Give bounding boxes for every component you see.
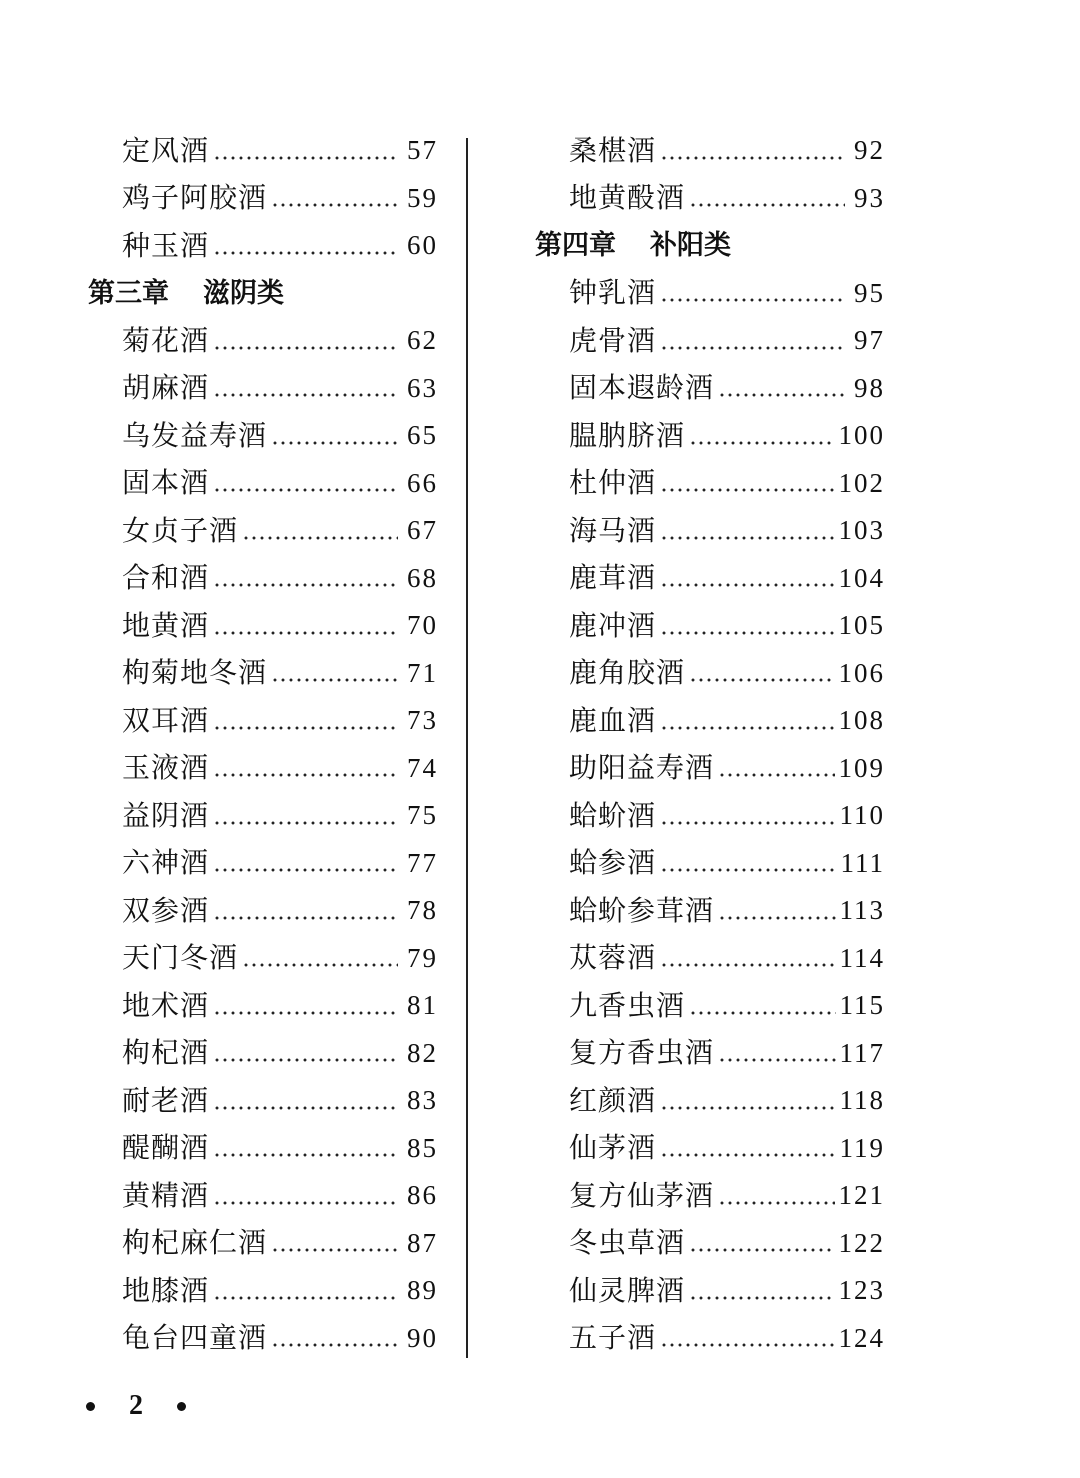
toc-entry	[88, 365, 438, 413]
entry-page-number: 102	[838, 467, 885, 498]
dot-leader	[213, 868, 398, 872]
entry-page-number: 63	[407, 372, 438, 403]
entry-page-number: 81	[407, 990, 438, 1021]
entry-title: 鸡子阿胶酒	[122, 181, 268, 215]
entry-title: 助阳益寿酒	[569, 751, 715, 785]
entry-title: 醍醐酒	[122, 1131, 210, 1165]
bullet-left-icon	[86, 1402, 95, 1411]
entry-page-number: 73	[407, 705, 438, 736]
toc-entry	[535, 602, 885, 650]
entry-page-number: 121	[838, 1180, 885, 1211]
dot-leader	[213, 773, 398, 777]
dot-leader	[660, 536, 834, 540]
entry-title: 五子酒	[569, 1321, 657, 1355]
entry-title: 鹿冲酒	[569, 608, 657, 642]
entry-title: 种玉酒	[122, 228, 210, 262]
entry-page-number: 74	[407, 752, 438, 783]
page-number: 2	[129, 1390, 143, 1421]
entry-page-number: 71	[407, 657, 438, 688]
toc-entry	[535, 127, 885, 175]
entry-page-number: 85	[407, 1132, 438, 1163]
entry-page-number: 97	[854, 325, 885, 356]
dot-leader	[271, 678, 398, 682]
toc-entry	[88, 1315, 438, 1363]
entry-page-number: 57	[407, 135, 438, 166]
toc-entry	[88, 507, 438, 555]
entry-title: 鹿茸酒	[569, 561, 657, 595]
entry-page-number: 106	[838, 657, 885, 688]
toc-entry	[535, 460, 885, 508]
dot-leader	[660, 583, 834, 587]
toc-entry	[535, 270, 885, 318]
toc-entry	[535, 175, 885, 223]
entry-title: 女贞子酒	[122, 513, 239, 547]
entry-title: 六神酒	[122, 846, 210, 880]
entry-title: 蛤参酒	[569, 846, 657, 880]
entry-page-number: 89	[407, 1275, 438, 1306]
entry-page-number: 109	[838, 752, 885, 783]
dot-leader	[689, 1248, 834, 1252]
toc-entry	[535, 792, 885, 840]
toc-entry	[535, 1172, 885, 1220]
toc-entry	[88, 317, 438, 365]
entry-title: 双耳酒	[122, 703, 210, 737]
dot-leader	[689, 678, 834, 682]
toc-entry	[88, 697, 438, 745]
toc-entry	[535, 697, 885, 745]
entry-page-number: 104	[838, 562, 885, 593]
entry-page-number: 110	[839, 800, 885, 831]
entry-title: 枸菊地冬酒	[122, 656, 268, 690]
toc-entry	[535, 1315, 885, 1363]
entry-title: 玉液酒	[122, 751, 210, 785]
toc-entry	[88, 175, 438, 223]
entry-title: 仙茅酒	[569, 1131, 657, 1165]
entry-title: 黄精酒	[122, 1178, 210, 1212]
dot-leader	[660, 1106, 835, 1110]
entry-title: 双参酒	[122, 893, 210, 927]
dot-leader	[660, 346, 845, 350]
dot-leader	[242, 963, 398, 967]
entry-title: 钟乳酒	[569, 276, 657, 310]
entry-page-number: 113	[839, 895, 885, 926]
dot-leader	[718, 1058, 835, 1062]
entry-page-number: 117	[839, 1037, 885, 1068]
dot-leader	[213, 346, 398, 350]
entry-page-number: 86	[407, 1180, 438, 1211]
entry-page-number: 111	[840, 847, 885, 878]
entry-title: 龟台四童酒	[122, 1321, 268, 1355]
entry-page-number: 60	[407, 230, 438, 261]
entry-title: 地黄酘酒	[569, 181, 686, 215]
toc-entry	[535, 1030, 885, 1078]
toc-entry	[88, 1172, 438, 1220]
dot-leader	[213, 1296, 398, 1300]
entry-page-number: 108	[838, 705, 885, 736]
dot-leader	[689, 441, 834, 445]
toc-entry	[88, 650, 438, 698]
toc-entry	[88, 555, 438, 603]
bullet-right-icon	[177, 1402, 186, 1411]
dot-leader	[213, 631, 398, 635]
toc-left-column	[88, 127, 438, 1362]
dot-leader	[213, 916, 398, 920]
entry-page-number: 95	[854, 277, 885, 308]
entry-title: 地黄酒	[122, 608, 210, 642]
entry-title: 仙灵脾酒	[569, 1273, 686, 1307]
entry-page-number: 103	[838, 515, 885, 546]
entry-page-number: 98	[854, 372, 885, 403]
entry-page-number: 59	[407, 182, 438, 213]
toc-entry	[88, 602, 438, 650]
entry-title: 复方仙茅酒	[569, 1178, 715, 1212]
entry-title: 桑椹酒	[569, 133, 657, 167]
entry-title: 鹿角胶酒	[569, 656, 686, 690]
toc-entry	[88, 127, 438, 175]
entry-title: 鹿血酒	[569, 703, 657, 737]
entry-page-number: 119	[839, 1132, 885, 1163]
entry-title: 红颜酒	[569, 1083, 657, 1117]
dot-leader	[213, 1201, 398, 1205]
toc-entry	[88, 1030, 438, 1078]
entry-page-number: 65	[407, 420, 438, 451]
dot-leader	[660, 298, 845, 302]
entry-page-number: 79	[407, 942, 438, 973]
toc-entry	[88, 792, 438, 840]
entry-title: 虎骨酒	[569, 323, 657, 357]
dot-leader	[213, 583, 398, 587]
chapter-category: 补阳类	[650, 230, 731, 262]
toc-entry	[535, 1077, 885, 1125]
chapter-number: 第三章	[88, 277, 169, 309]
entry-title: 定风酒	[122, 133, 210, 167]
toc-entry	[535, 887, 885, 935]
dot-leader	[660, 726, 834, 730]
dot-leader	[689, 203, 845, 207]
entry-page-number: 92	[854, 135, 885, 166]
entry-title: 腽肭脐酒	[569, 418, 686, 452]
toc-entry	[88, 222, 438, 270]
toc-entry	[535, 650, 885, 698]
entry-page-number: 90	[407, 1322, 438, 1353]
chapter-heading	[88, 270, 438, 318]
toc-entry	[535, 365, 885, 413]
entry-title: 耐老酒	[122, 1083, 210, 1117]
dot-leader	[213, 1153, 398, 1157]
dot-leader	[271, 203, 398, 207]
dot-leader	[660, 868, 836, 872]
entry-title: 九香虫酒	[569, 988, 686, 1022]
dot-leader	[660, 488, 834, 492]
chapter-heading	[535, 222, 885, 270]
entry-title: 益阴酒	[122, 798, 210, 832]
toc-entry	[88, 412, 438, 460]
entry-title: 地膝酒	[122, 1273, 210, 1307]
toc-entry	[88, 1267, 438, 1315]
entry-title: 冬虫草酒	[569, 1226, 686, 1260]
entry-page-number: 123	[838, 1275, 885, 1306]
chapter-number: 第四章	[535, 230, 616, 262]
dot-leader	[271, 1343, 398, 1347]
entry-page-number: 87	[407, 1227, 438, 1258]
toc-entry	[88, 887, 438, 935]
toc-entry	[535, 1125, 885, 1173]
toc-entry	[535, 412, 885, 460]
page-footer	[86, 1390, 186, 1422]
entry-page-number: 122	[838, 1227, 885, 1258]
dot-leader	[213, 821, 398, 825]
entry-title: 固本酒	[122, 466, 210, 500]
toc-entry	[535, 935, 885, 983]
chapter-category: 滋阴类	[203, 277, 284, 309]
entry-title: 固本遐龄酒	[569, 371, 715, 405]
toc-entry	[535, 745, 885, 793]
toc-entry	[88, 1077, 438, 1125]
entry-title: 天门冬酒	[122, 941, 239, 975]
toc-entry	[88, 982, 438, 1030]
toc-entry	[535, 507, 885, 555]
entry-page-number: 82	[407, 1037, 438, 1068]
toc-entry	[535, 840, 885, 888]
dot-leader	[213, 156, 398, 160]
dot-leader	[660, 156, 845, 160]
dot-leader	[660, 1153, 835, 1157]
entry-page-number: 93	[854, 182, 885, 213]
entry-title: 合和酒	[122, 561, 210, 595]
toc-entry	[88, 840, 438, 888]
toc-entry	[535, 317, 885, 365]
dot-leader	[660, 963, 835, 967]
entry-page-number: 62	[407, 325, 438, 356]
entry-page-number: 66	[407, 467, 438, 498]
dot-leader	[718, 773, 834, 777]
dot-leader	[213, 393, 398, 397]
dot-leader	[718, 1201, 834, 1205]
entry-page-number: 114	[839, 942, 885, 973]
toc-entry	[88, 745, 438, 793]
toc-entry	[535, 555, 885, 603]
entry-title: 蛤蚧参茸酒	[569, 893, 715, 927]
dot-leader	[242, 536, 398, 540]
toc-entry	[535, 982, 885, 1030]
entry-page-number: 75	[407, 800, 438, 831]
entry-title: 乌发益寿酒	[122, 418, 268, 452]
entry-title: 地术酒	[122, 988, 210, 1022]
entry-title: 菊花酒	[122, 323, 210, 357]
dot-leader	[689, 1296, 834, 1300]
entry-page-number: 67	[407, 515, 438, 546]
dot-leader	[660, 1343, 834, 1347]
entry-title: 苁蓉酒	[569, 941, 657, 975]
toc-entry	[88, 460, 438, 508]
toc-right-column	[535, 127, 885, 1362]
dot-leader	[213, 251, 398, 255]
dot-leader	[271, 1248, 398, 1252]
dot-leader	[718, 393, 845, 397]
dot-leader	[271, 441, 398, 445]
toc-entry	[88, 935, 438, 983]
entry-page-number: 124	[838, 1322, 885, 1353]
column-divider	[466, 138, 468, 1358]
entry-page-number: 83	[407, 1085, 438, 1116]
entry-title: 海马酒	[569, 513, 657, 547]
entry-title: 胡麻酒	[122, 371, 210, 405]
entry-title: 枸杞麻仁酒	[122, 1226, 268, 1260]
dot-leader	[689, 1011, 835, 1015]
toc-entry	[88, 1125, 438, 1173]
dot-leader	[660, 631, 834, 635]
dot-leader	[718, 916, 835, 920]
entry-page-number: 70	[407, 610, 438, 641]
toc-entry	[535, 1220, 885, 1268]
dot-leader	[213, 488, 398, 492]
entry-page-number: 115	[839, 990, 885, 1021]
entry-page-number: 77	[407, 847, 438, 878]
dot-leader	[213, 726, 398, 730]
dot-leader	[660, 821, 835, 825]
toc-entry	[88, 1220, 438, 1268]
entry-title: 蛤蚧酒	[569, 798, 657, 832]
dot-leader	[213, 1058, 398, 1062]
entry-title: 复方香虫酒	[569, 1036, 715, 1070]
toc-entry	[535, 1267, 885, 1315]
entry-page-number: 100	[838, 420, 885, 451]
entry-title: 枸杞酒	[122, 1036, 210, 1070]
entry-title: 杜仲酒	[569, 466, 657, 500]
entry-page-number: 68	[407, 562, 438, 593]
dot-leader	[213, 1011, 398, 1015]
entry-page-number: 118	[839, 1085, 885, 1116]
entry-page-number: 105	[838, 610, 885, 641]
dot-leader	[213, 1106, 398, 1110]
entry-page-number: 78	[407, 895, 438, 926]
